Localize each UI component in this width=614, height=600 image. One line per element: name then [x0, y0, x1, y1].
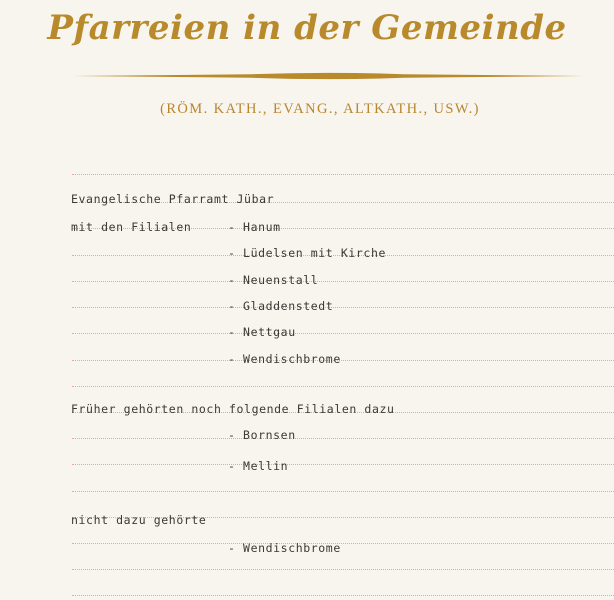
nicht-dazu-item: - Wendischbrome: [228, 541, 341, 555]
filiale-item: - Wendischbrome: [228, 352, 341, 366]
ruled-line: [72, 333, 614, 334]
ruled-line: [72, 595, 614, 596]
filiale-item: - Neuenstall: [228, 273, 319, 287]
ruled-line: [72, 360, 614, 361]
nicht-dazu-label: nicht dazu gehörte: [71, 513, 207, 527]
ruled-line: [72, 281, 614, 282]
ruled-line: [72, 438, 614, 439]
ruled-line: [72, 464, 614, 465]
ruled-line: [72, 386, 614, 387]
ruled-line: [72, 569, 614, 570]
ruled-line: [72, 174, 614, 175]
frueher-item: - Mellin: [228, 459, 289, 473]
filiale-item: - Nettgau: [228, 325, 296, 339]
frueher-label: Früher gehörten noch folgende Filialen dazu: [71, 402, 395, 416]
page-title: Pfarreien in der Gemeinde: [47, 8, 567, 48]
ruled-line: [72, 543, 614, 544]
title-divider: [72, 70, 584, 82]
ruled-line: [72, 491, 614, 492]
pfarramt-name: Evangelische Pfarramt Jübar: [71, 192, 275, 206]
filiale-item: - Gladdenstedt: [228, 299, 334, 313]
filiale-item: - Hanum: [228, 220, 281, 234]
ruled-line: [72, 307, 614, 308]
frueher-item: - Bornsen: [228, 428, 296, 442]
filiale-item: - Lüdelsen mit Kirche: [228, 246, 386, 260]
page-subtitle: (RÖM. KATH., EVANG., ALTKATH., USW.): [160, 101, 480, 117]
filialen-label: mit den Filialen: [71, 220, 192, 234]
